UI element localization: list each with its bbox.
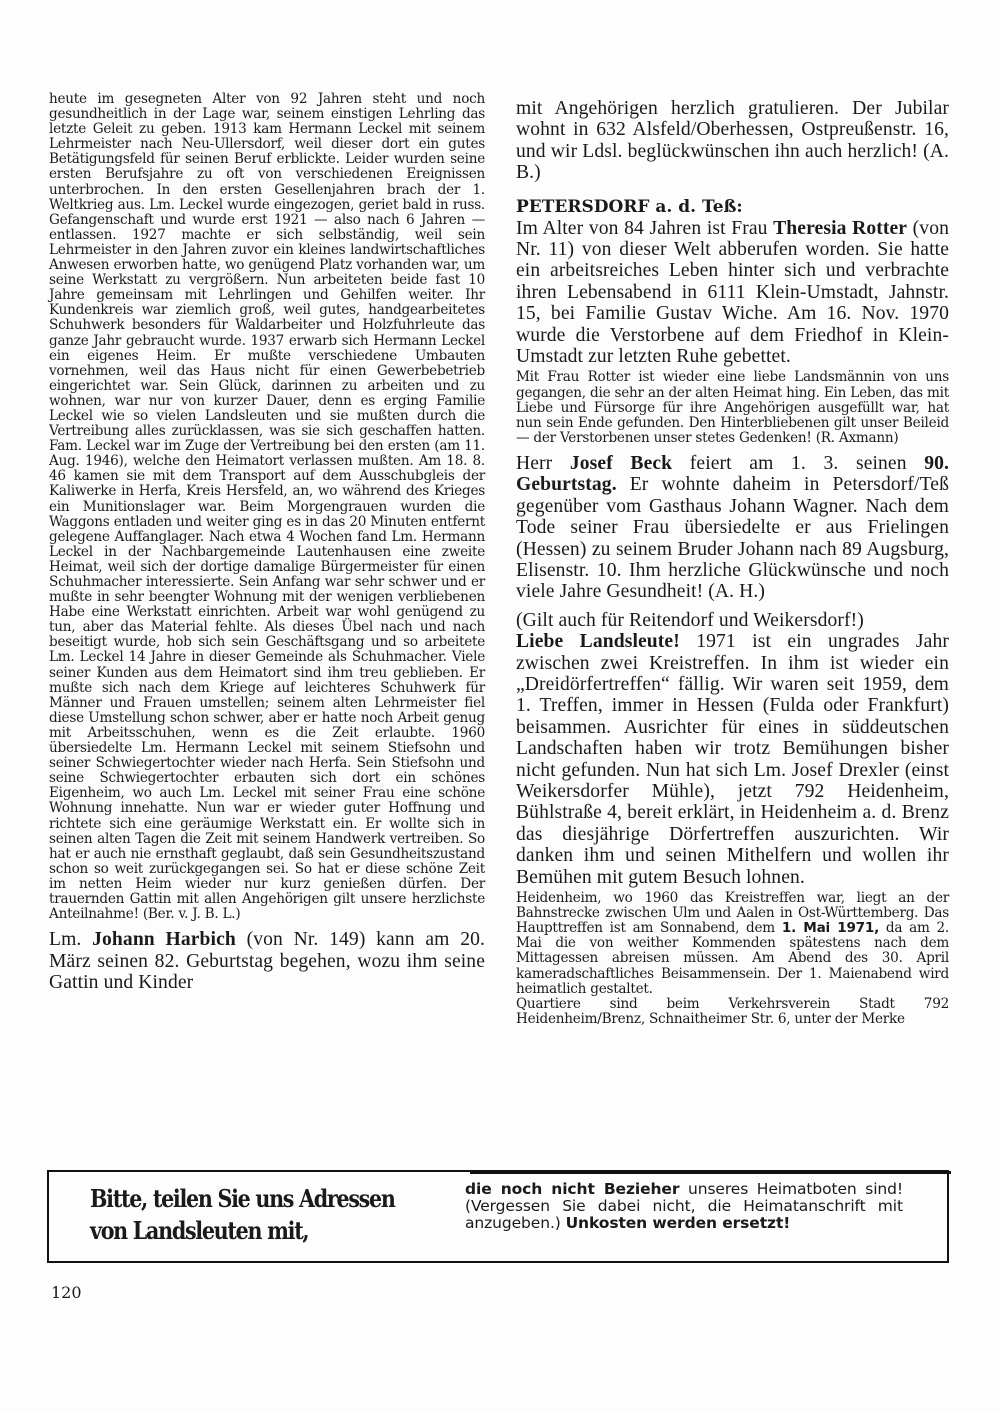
heidenheim-text-a: Heidenheim, wo 1960 das Kreistreffen war, liegt an der Bahnstrecke zwischen Ulm und Aalen in Ost-Württemberg. Das Haupttreffen ist am Sonnabend, dem xyxy=(516,890,949,937)
page-number: 120 xyxy=(51,1283,82,1302)
beck-name: Josef Beck xyxy=(569,452,673,474)
rotter-intro: Im Alter von 84 Jahren ist Frau xyxy=(516,217,774,239)
heidenheim-info-text xyxy=(516,891,949,997)
left-column xyxy=(49,92,485,993)
quartiere-text: Quartiere sind beim Verkehrsverein Stadt 792 Heidenheim/Brenz, Schnaitheimer Str. 6, unter der Merke xyxy=(516,995,949,1027)
advertisement-divider xyxy=(470,1171,951,1174)
advertisement-headline-line1: Bitte, teilen Sie uns Adressen xyxy=(90,1184,395,1213)
rotter-condolence-text: Mit Frau Rotter ist wieder eine liebe Landsmännin von uns gegangen, die sehr an der alten Heimat hing. Ein Leben, das mit Liebe und Fürsorge für ihre Angehörigen ausgefüllt war, hat nun sein Ende gefunden. Den Hinterbliebenen gilt unser Beileid — der Verstorbenen unser stetes Gedenken! (R. Axmann) xyxy=(516,369,949,446)
heidenheim-date: 1. Mai 1971, xyxy=(781,920,879,937)
beck-birthday-paragraph xyxy=(516,453,949,603)
right-column xyxy=(516,98,949,1027)
beck-mid: feiert am 1. 3. seinen xyxy=(672,452,925,474)
beck-birthday: 90. Geburtstag. xyxy=(516,452,950,496)
rotter-obituary-paragraph xyxy=(516,218,949,368)
advertisement-bold-start: die noch nicht Bezieher xyxy=(465,1180,680,1198)
liebe-landsleute-paragraph xyxy=(516,631,949,888)
advertisement-regular: unseres Heimatboten sind! (Vergessen Sie dabei nicht, die Heimatanschrift mit anzugeben.) xyxy=(465,1180,903,1232)
advertisement-headline-line2: von Landsleuten mit, xyxy=(90,1216,309,1245)
advertisement-body xyxy=(465,1181,903,1231)
section-heading-petersdorf: PETERSDORF a. d. Teß: xyxy=(516,196,743,217)
harbich-birthday-paragraph xyxy=(49,929,485,993)
advertisement-bold-end: Unkosten werden ersetzt! xyxy=(565,1213,791,1232)
harbich-prefix: Lm. xyxy=(49,929,93,951)
beck-text: Er wohnte daheim in Petersdorf/Teß gegenüber vom Gasthaus Johann Wagner. Nach dem Tode seiner Frau übersiedelte er aus Frielingen (Hessen) zu seinem Bruder Johann nach 89 Augsburg, Elisenstr. 10. Ihm herzliche Glückwünsche und noch viele Jahre Gesundheit! (A. H.) xyxy=(516,474,949,603)
harbich-text: (von Nr. 149) kann am 20. März seinen 82. Geburtstag begehen, wozu ihm seine Gattin und Kinder xyxy=(49,929,485,993)
harbich-name: Johann Harbich xyxy=(92,929,236,951)
obituary-leckel-text: heute im gesegneten Alter von 92 Jahren steht und noch gesundheitlich in der Lage war, seinem einstigen Lehrling das letzte Geleit zu geben. 1913 kam Hermann Leckel mit seinem Lehrmeister nach Neu-Ullersdorf, weil dieser dort ein gutes Betätigungsfeld für seinen Beruf erblickte. Leider wurden seine ersten Berufsjahre zu oft von verschiedenen Ereignissen unterbrochen. In den ersten Gesellenjahren brach der 1. Weltkrieg aus. Lm. Leckel wurde eingezogen, geriet bald in russ. Gefangenschaft und wurde erst 1921 — also nach 6 Jahren — entlassen. 1927 machte er sich selbständig, weil sein Lehrmeister in den Jahren zuvor ein kleines landwirtschaftliches Anwesen erworben hatte, wo genügend Platz vorhanden war, um seine Werkstatt zu vergrößern. Nun arbeiteten beide fast 10 Jahre gemeinsam mit Lehrlingen und Gehilfen weiter. Ihr Kundenkreis war ziemlich groß, weil gutes, handgearbeitetes Schuhwerk besonders für Waldarbeiter und Holzfuhrleute das ganze Jahr gebraucht wurde. 1937 erwarb sich Hermann Leckel ein eigenes Heim. Er mußte verschiedene Umbauten vornehmen, weil das Haus nicht für einen Gewerbebetrieb eingerichtet war. Sein Glück, darinnen zu arbeiten und zu wohnen, war nur von kurzer Dauer, denn es erging Familie Leckel wie so vielen Landsleuten und sie mußten durch die Vertreibung alles zurücklassen, was sie sich geschaffen hatten. Fam. Leckel war im Zuge der Vertreibung bei den ersten (am 11. Aug. 1946), welche den Heimatort verlassen mußten. Am 18. 8. 46 kamen sie mit dem Transport auf dem Ausschubgleis der Kaliwerke in Herfa, Kreis Hersfeld, an, wo während des Krieges ein Munitionslager war. Beim Morgengrauen wurden die Waggons entladen und weiter ging es in das 20 Minuten entfernt gelegene Auffanglager. Nach etwa 4 Wochen fand Lm. Hermann Leckel in der Nachbargemeinde Lautenhausen eine zweite Heimat, weil sich der dortige damalige Bürgermeister für einen Schuhmacher interessierte. Sein Anfang war sehr schwer und er mußte in sehr beengter Wohnung mit der wenigen verbliebenen Habe eine Werkstatt einrichten. Arbeit war wohl genügend zu tun, aber das Material fehlte. Als dieses Übel nach und nach beseitigt wurde, hob sich sein Geschäftsgang und so arbeitete Lm. Leckel 14 Jahre in dieser Gemeinde als Schuhmacher. Viele seiner Kunden aus dem Heimatort sind ihm treu geblieben. Er mußte sich nach dem Kriege auf leichteres Schuhwerk für Männer und Frauen umstellen; seinem alten Lehrmeister fiel diese Umstellung schon schwer, aber er hatte noch Arbeit genug mit Arbeitsschuhen, wenn es die Zeit erlaubte. 1960 übersiedelte Lm. Hermann Leckel mit seinem Stiefsohn und seiner Schwiegertochter wieder nach Herfa. Sein Stiefsohn und seine Schwiegertochter erbauten sich dort ein schönes Eigenheim, wo auch Lm. Leckel mit seiner Frau eine schöne Wohnung innehatte. Nun war er wieder guter Hoffnung und richtete sich eine geräumige Werkstatt ein. Er wollte sich in seinen alten Tagen die Zeit mit seinem Handwerk vertreiben. So hat er auch nie ernsthaft geglaubt, daß sein Gesundheitszustand schon so weit zurückgegangen sei. So hat er diese schöne Zeit im netten Heim wieder nur kurz genießen dürfen. Der trauernden Gattin mit allen Angehörigen gilt unsere herzlichste Anteilnahme! (Ber. v. J. B. L.) xyxy=(49,91,485,923)
heidenheim-text-b: da am 2. Mai die von weither Kommenden spätestens nach dem Mittagessen abreisen müssen. Am Abend des 30. April kameradschaftliches Beisammensein. Der 1. Maienabend wird heimatlich gestaltet. xyxy=(516,920,950,997)
harbich-continued-text: mit Angehörigen herzlich gratulieren. Der Jubilar wohnt in 632 Alsfeld/Oberhessen, Ostpreußenstr. 16, und wir Ldsl. beglückwünschen ihn auch herzlich! (A. B.) xyxy=(516,98,949,184)
beck-prefix: Herr xyxy=(516,452,570,474)
rotter-text: (von Nr. 11) von dieser Welt abberufen worden. Sie hatte ein arbeitsreiches Leben hinter sich und verbrachte ihren Lebensabend in 6111 Klein-Umstadt, Jahnstr. 15, bei Familie Gustav Wiche. Am 16. Nov. 1970 wurde die Verstorbene auf dem Friedhof in Klein-Umstadt zur letzten Ruhe gebettet. xyxy=(516,217,949,368)
liebe-landsleute-text: 1971 ist ein ungrades Jahr zwischen zwei Kreistreffen. In ihm ist wieder ein „Dreidörfertreffen“ fällig. Wir waren seit 1959, dem 1. Treffen, immer in Hessen (Fulda oder Frankfurt) beisammen. Ausrichter für eines in süddeutschen Landschaften haben wir trotz Bemühungen bisher nicht gefunden. Nun hat sich Lm. Josef Drexler (einst Weikersdorfer Mühle), jetzt 792 Heidenheim, Bühlstraße 4, bereit erklärt, in Heidenheim a. d. Brenz das diesjährige Dörfertreffen auszurichten. Wir danken ihm und seinen Mithelfern und wollen ihr Bemühen mit gutem Besuch lohnen. xyxy=(516,631,949,888)
gilt-auch-note: (Gilt auch für Reitendorf und Weikersdorf!) xyxy=(516,609,864,631)
liebe-landsleute-heading: Liebe Landsleute! xyxy=(516,631,680,653)
advertisement-headline xyxy=(90,1183,400,1247)
rotter-name: Theresia Rotter xyxy=(773,217,908,239)
